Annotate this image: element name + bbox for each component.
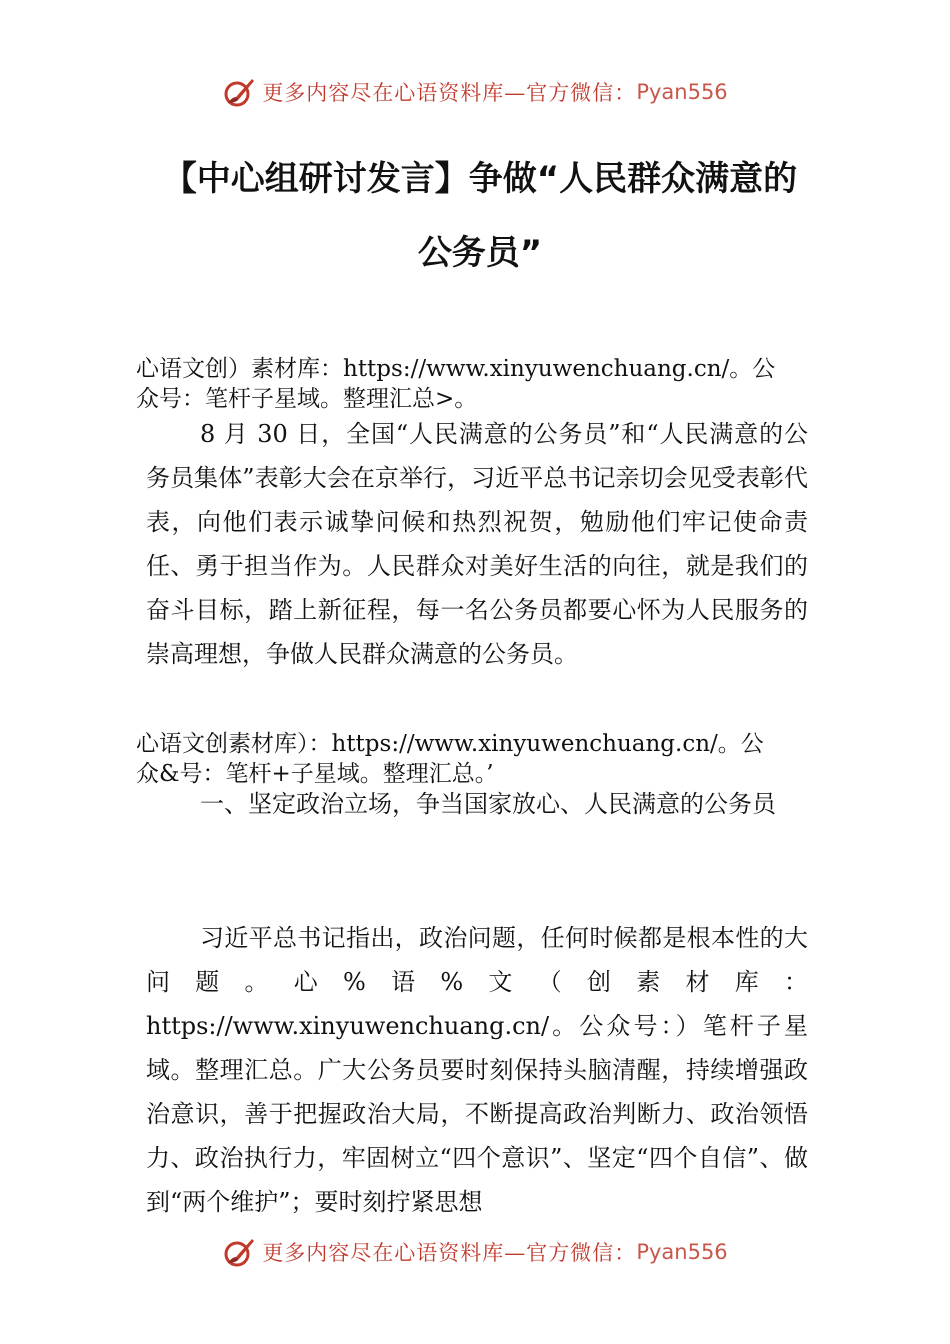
- document-title-line-1: 【中心组研讨发言】争做“人民群众满意的: [162, 159, 798, 199]
- watermark-line: 众号：笔杆子星域。整理汇总>。: [136, 386, 478, 412]
- banner-wechat-id: Pyan556: [636, 80, 728, 104]
- banner-site-text: 更多内容尽在心语资料库—官方微信：: [262, 81, 637, 105]
- quill-pen-logo-icon: [222, 75, 256, 109]
- watermark-line: 心语文创）素材库：https://www.xinyuwenchuang.cn/。公: [136, 356, 776, 382]
- quill-pen-logo-icon: [222, 1235, 256, 1269]
- section-heading-1: 一、坚定政治立场，争当国家放心、人民满意的公务员: [200, 790, 776, 818]
- banner-wechat-id: Pyan556: [636, 1240, 728, 1264]
- header-banner: [0, 72, 950, 112]
- body-paragraph-2: 习近平总书记指出，政治问题，任何时候都是根本性的大问题。心%语%文（创素材库：https://www.xinyuwenchuang.cn/。公众号：）笔杆子星域。整理汇总。广大公务员要时刻保持头脑清醒，持续增强政治意识，善于把握政治大局，不断提高政治判断力、政治领悟力、政治执行力，牢固树立“四个意识”、坚定“四个自信”、做到“两个维护”；要时刻拧紧思想: [146, 924, 808, 1216]
- body-paragraph-1: 8 月 30 日，全国“人民满意的公务员”和“人民满意的公务员集体”表彰大会在京举行，习近平总书记亲切会见受表彰代表，向他们表示诚挚问候和热烈祝贺，勉励他们牢记使命责任、勇于担当作为。人民群众对美好生活的向往，就是我们的奋斗目标，踏上新征程，每一名公务员都要心怀为人民服务的崇高理想，争做人民群众满意的公务员。: [146, 420, 808, 668]
- watermark-line: 心语文创素材库）：https://www.xinyuwenchuang.cn/。公: [136, 731, 764, 757]
- watermark-line: 众&号：笔杆+子星域。整理汇总。’: [136, 761, 494, 787]
- footer-banner: [0, 1232, 950, 1272]
- banner-site-text: 更多内容尽在心语资料库—官方微信：: [262, 1241, 637, 1265]
- document-title-line-2: 公务员”: [417, 233, 543, 273]
